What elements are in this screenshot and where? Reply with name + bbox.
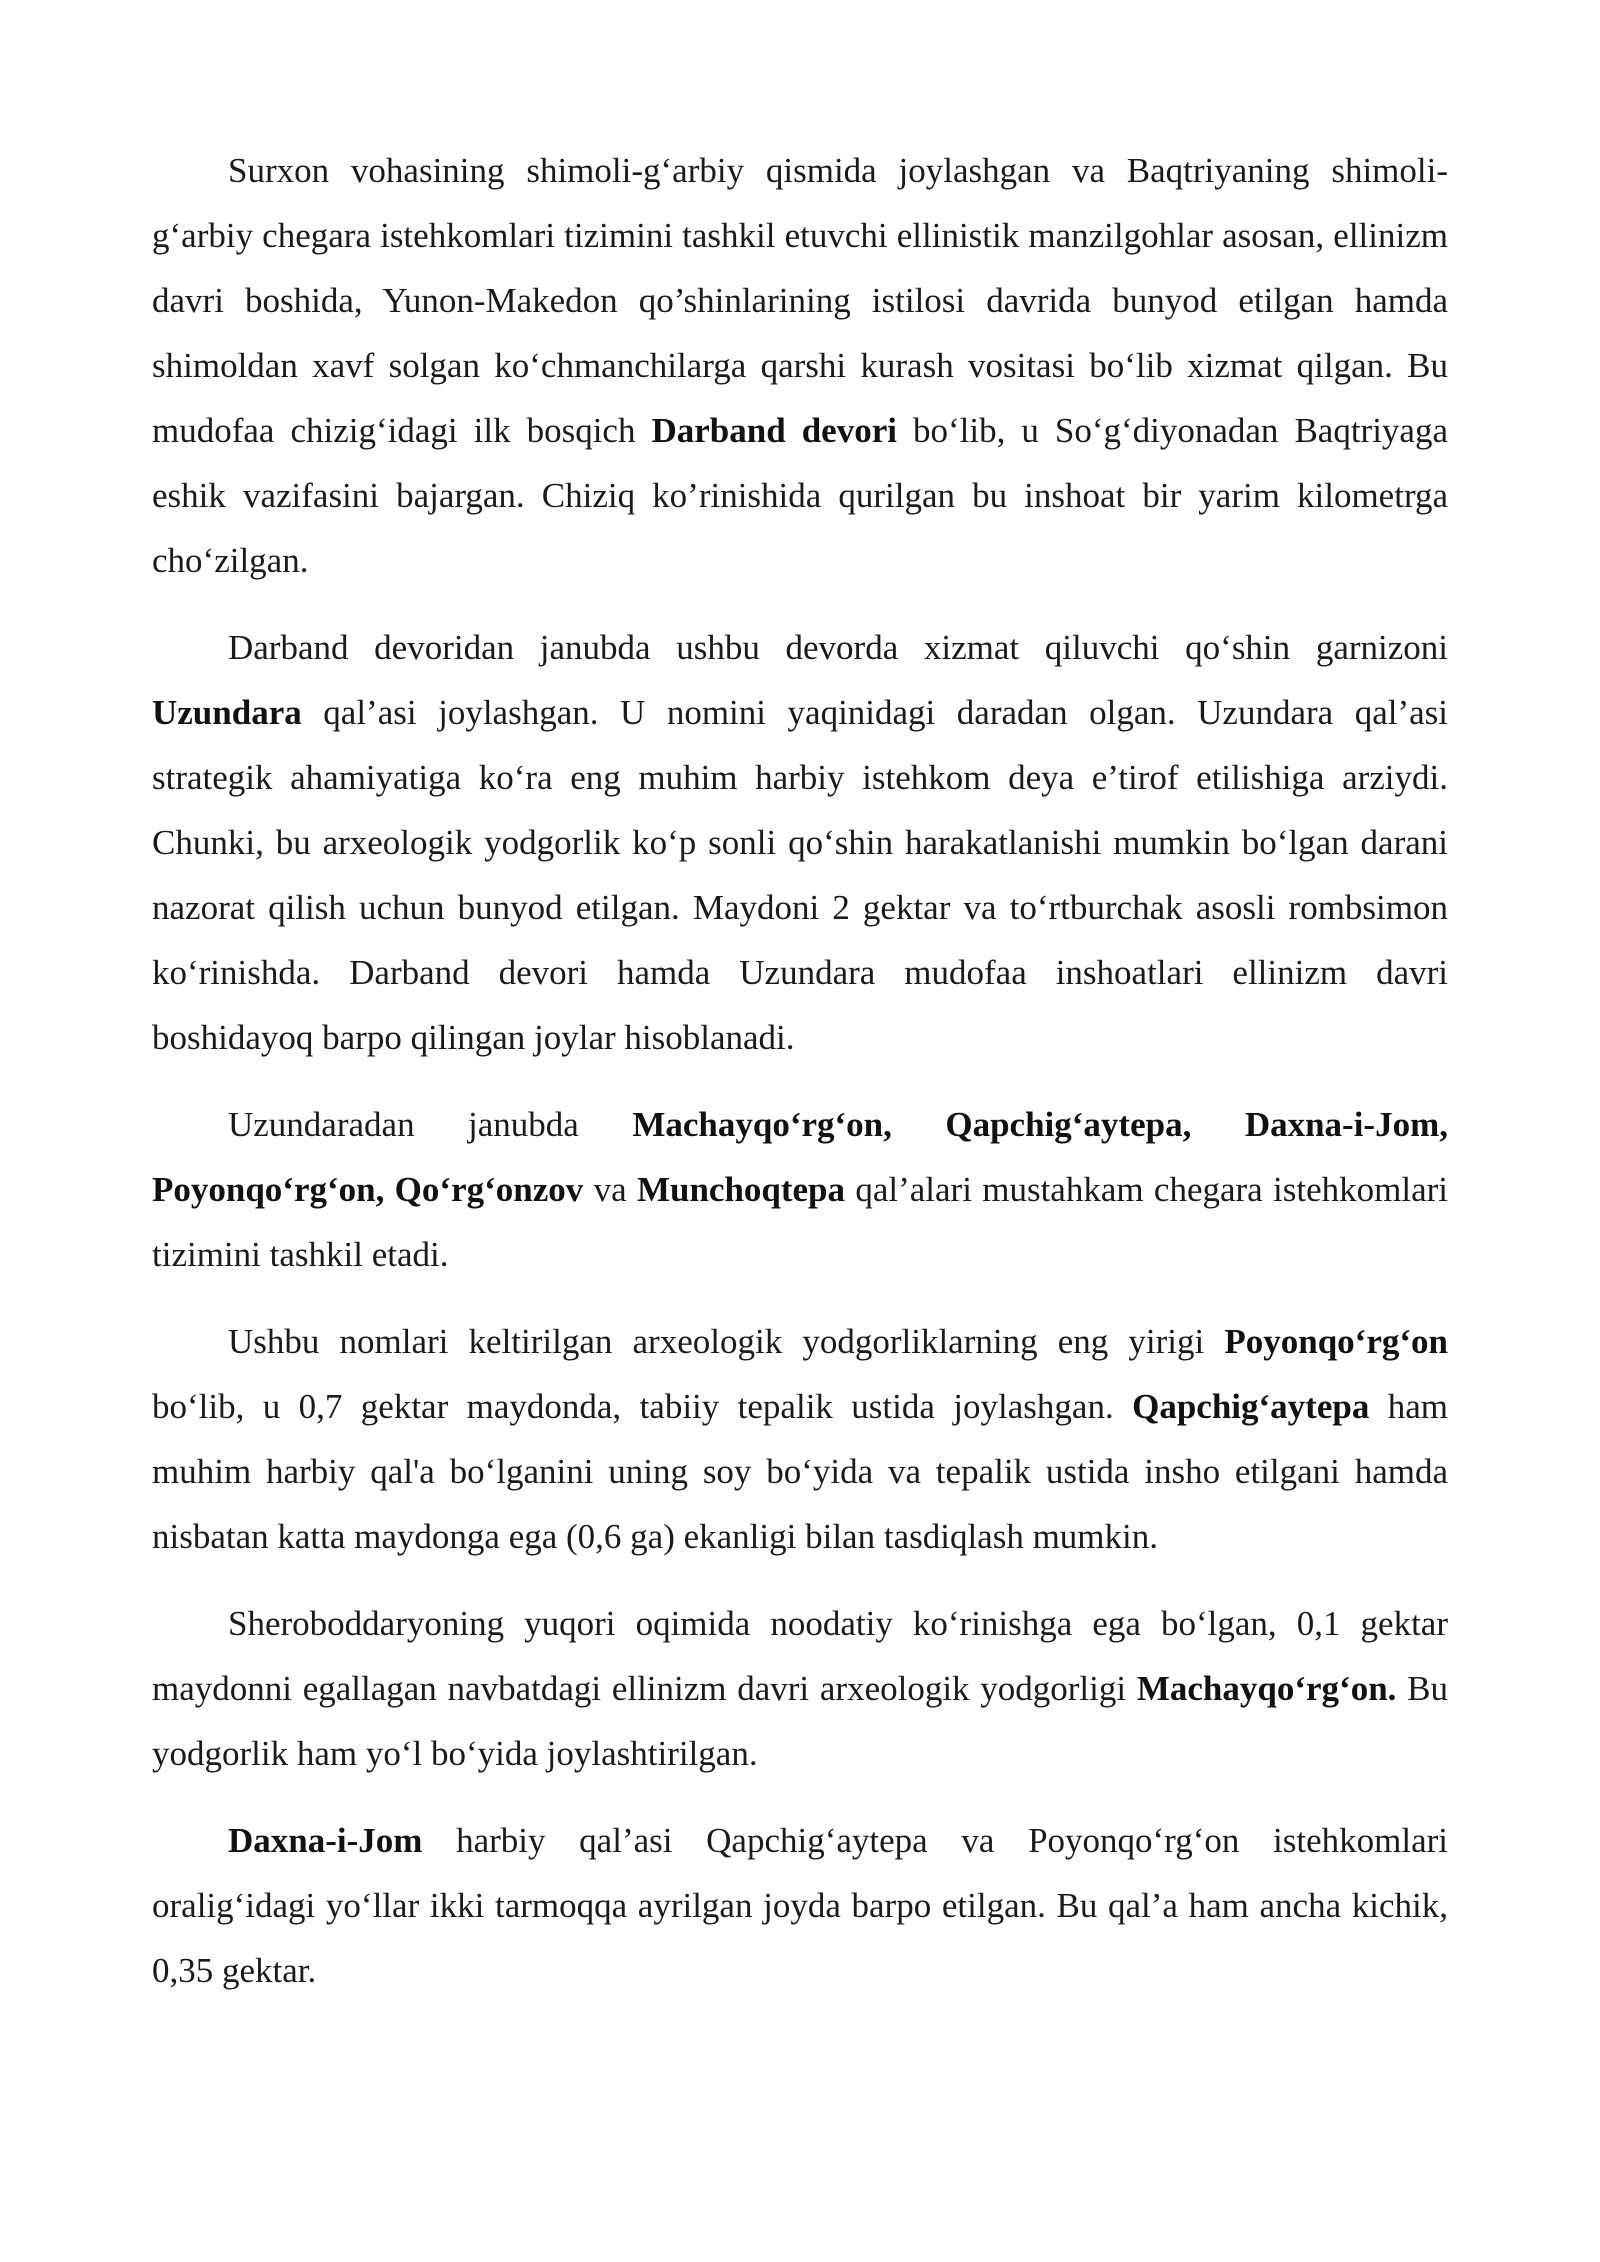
text-segment: bo‘lib, u 0,7 gektar maydonda, tabiiy tepalik ustida joylashgan. bbox=[152, 1387, 1133, 1426]
paragraph-uzundara bbox=[152, 615, 1448, 1070]
text-segment: ham muhim harbiy qal'a bo‘lganini uning soy bo‘yida va tepalik ustida insho etilgani hamda nisbatan katta maydonga ega (0,6 ga) ekanligi bilan tasdiqlash mumkin. bbox=[152, 1387, 1448, 1556]
text-segment: qal’alari mustahkam chegara istehkomlari tizimini tashkil etadi. bbox=[152, 1170, 1448, 1274]
bold-term-poyonqorgon: Poyonqo‘rg‘on bbox=[1224, 1322, 1448, 1361]
text-segment: bo‘lib, u So‘g‘diyonadan Baqtriyaga eshik vazifasini bajargan. Chiziq ko’rinishida qurilgan bu inshoat bir yarim kilometrga cho‘zilgan. bbox=[152, 411, 1448, 580]
text-segment: Surxon vohasining shimoli-g‘arbiy qismida joylashgan va Baqtriyaning shimoli-g‘arbiy chegara istehkomlari tizimini tashkil etuvchi ellinistik manzilgohlar asosan, ellinizm davri boshida, Yunon-Makedon qo’shinlarining istilosi davrida bunyod etilgan hamda shimoldan xavf solgan ko‘chmanchilarga qarshi kurash vositasi bo‘lib xizmat qilgan. Bu mudofaa chizig‘idagi ilk bosqich bbox=[152, 151, 1448, 450]
bold-term-fortress-names: Machayqo‘rg‘on, Qapchig‘aytepa, Daxna-i-Jom, Poyonqo‘rg‘on, Qo‘rg‘onzov bbox=[152, 1105, 1448, 1209]
bold-term-darband-devori: Darband devori bbox=[651, 411, 897, 450]
bold-term-machayqorgon: Machayqo‘rg‘on. bbox=[1136, 1669, 1397, 1708]
text-segment: Uzundaradan janubda bbox=[228, 1105, 633, 1144]
text-segment: Darband devoridan janubda ushbu devorda xizmat qiluvchi qo‘shin garnizoni bbox=[228, 628, 1448, 667]
bold-term-munchoqtepa: Munchoqtepa bbox=[636, 1170, 846, 1209]
text-segment: harbiy qal’asi Qapchig‘aytepa va Poyonqo‘rg‘on istehkomlari oralig‘idagi yo‘llar ikki tarmoqqa ayrilgan joyda barpo etilgan. Bu qal’a ham ancha kichik, 0,35 gektar. bbox=[152, 1821, 1448, 1990]
paragraph-daxna-i-jom bbox=[152, 1808, 1448, 2003]
bold-term-daxna-i-jom: Daxna-i-Jom bbox=[228, 1821, 423, 1860]
paragraph-fortresses-list bbox=[152, 1092, 1448, 1287]
text-segment: va bbox=[583, 1170, 637, 1209]
paragraph-machayqorgon bbox=[152, 1591, 1448, 1786]
bold-term-uzundara: Uzundara bbox=[152, 693, 302, 732]
paragraph-poyonqorgon bbox=[152, 1309, 1448, 1569]
bold-term-qapchigaytepa: Qapchig‘aytepa bbox=[1132, 1387, 1370, 1426]
text-segment: qal’asi joylashgan. U nomini yaqinidagi daradan olgan. Uzundara qal’asi strategik ahamiyatiga ko‘ra eng muhim harbiy istehkom deya e’tirof etilishiga arziydi. Chunki, bu arxeologik yodgorlik ko‘p sonli qo‘shin harakatlanishi mumkin bo‘lgan darani nazorat qilish uchun bunyod etilgan. Maydoni 2 gektar va to‘rtburchak asosli rombsimon ko‘rinishda. Darband devori hamda Uzundara mudofaa inshoatlari ellinizm davri boshidayoq barpo qilingan joylar hisoblanadi. bbox=[152, 693, 1448, 1057]
paragraph-darband bbox=[152, 138, 1448, 593]
text-segment: Ushbu nomlari keltirilgan arxeologik yodgorliklarning eng yirigi bbox=[228, 1322, 1225, 1361]
text-segment: Bu yodgorlik ham yo‘l bo‘yida joylashtirilgan. bbox=[152, 1669, 1448, 1773]
text-segment: Sheroboddaryoning yuqori oqimida noodatiy ko‘rinishga ega bo‘lgan, 0,1 gektar maydonni egallagan navbatdagi ellinizm davri arxeologik yodgorligi bbox=[152, 1604, 1448, 1708]
document-page bbox=[152, 138, 1448, 2025]
